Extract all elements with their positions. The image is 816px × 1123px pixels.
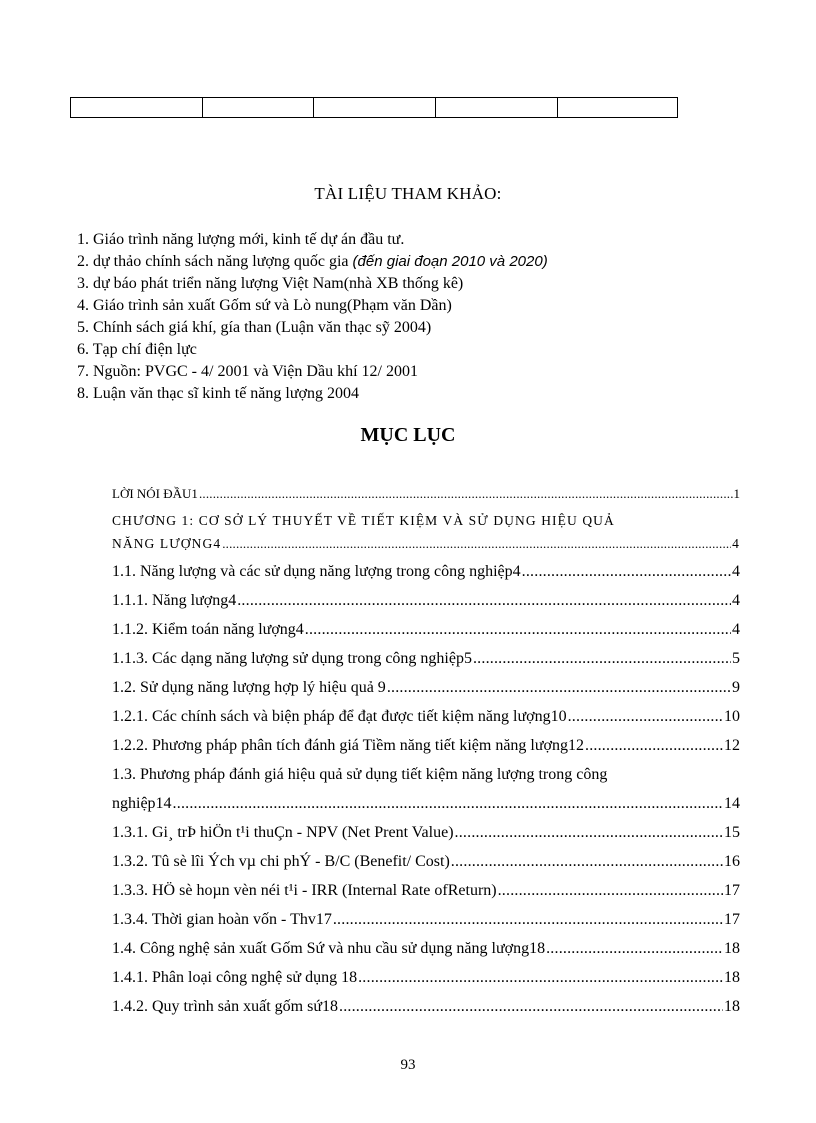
reference-item: 8. Luận văn thạc sĩ kinh tế năng lượng 2004	[77, 385, 359, 402]
toc-entry: 1.2.1. Các chính sách và biện pháp để đạt được tiết kiệm năng lượng10 ..... 10	[112, 708, 740, 726]
reference-item: 5. Chính sách giá khí, gía than (Luận văn thạc sỹ 2004)	[77, 319, 432, 336]
toc-entry: 1.4.2. Quy trình sản xuất gốm sứ18 ..... 18	[112, 998, 740, 1016]
references-list	[77, 229, 548, 405]
toc-entry: 1.4. Công nghệ sản xuất Gốm Sứ và nhu cầu sử dụng năng lượng18 ..... 18	[112, 940, 740, 958]
reference-item: 6. Tạp chí điện lực	[77, 341, 197, 358]
toc-entry: 1.1.2. Kiểm toán năng lượng4 ..... 4	[112, 621, 740, 639]
references-title: TÀI LIỆU THAM KHẢO:	[314, 184, 502, 203]
reference-italic-note: (đến giai đoạn 2010 và 2020)	[352, 253, 548, 270]
toc-entry: LỜI NÓI ĐẦU1 ..... 1	[112, 486, 740, 502]
toc-entry: 1.3.2. Tû sè lîi Ých vµ chi phÝ - B/C (Benefit/ Cost) ..... 16	[112, 853, 740, 871]
toc-entry: 1.1.3. Các dạng năng lượng sử dụng trong công nghiệp5 ..... 5	[112, 650, 740, 668]
reference-item: 3. dự báo phát triển năng lượng Việt Nam(nhà XB thống kê)	[77, 275, 464, 292]
table-cell	[71, 98, 203, 118]
table-cell	[203, 98, 314, 118]
toc-entry: 1.2.2. Phương pháp phân tích đánh giá Tiềm năng tiết kiệm năng lượng12 ..... 12	[112, 737, 740, 755]
reference-item: 7. Nguồn: PVGC - 4/ 2001 và Viện Dầu khí 12/ 2001	[77, 363, 418, 380]
table-cell	[558, 98, 678, 118]
page-number: 93	[400, 1057, 416, 1073]
toc-entry-heading: 1.3. Phương pháp đánh giá hiệu quả sử dụng tiết kiệm năng lượng trong công	[112, 766, 608, 783]
reference-item: 4. Giáo trình sản xuất Gốm sứ và Lò nung(Phạm văn Dần)	[77, 297, 452, 314]
toc-entry: 1.1.1. Năng lượng4 ..... 4	[112, 592, 740, 610]
toc-entry: NĂNG LƯỢNG4 ..... 4	[112, 536, 740, 552]
toc-entry-heading: CHƯƠNG 1: CƠ SỞ LÝ THUYẾT VỀ TIẾT KIỆM VÀ SỬ DỤNG HIỆU QUẢ	[112, 513, 615, 528]
toc-entry: 1.1. Năng lượng và các sử dụng năng lượng trong công nghiệp4 ..... 4	[112, 563, 740, 581]
toc-entry: 1.2. Sử dụng năng lượng hợp lý hiệu quả 9 ..... 9	[112, 679, 740, 697]
toc-entry: nghiệp14 ..... 14	[112, 795, 740, 813]
toc-entry: 1.3.3. HÖ sè hoµn vèn néi t¹i - IRR (Internal Rate ofReturn) ..... 17	[112, 882, 740, 900]
reference-item: 2. dự thảo chính sách năng lượng quốc gia (đến giai đoạn 2010 và 2020)	[77, 253, 548, 270]
table-cell	[436, 98, 558, 118]
toc-entry: 1.3.1. Gi¸ trÞ hiÖn t¹i thuÇn - NPV (Net Prent Value) ..... 15	[112, 824, 740, 842]
empty-table	[70, 97, 678, 118]
reference-item: 1. Giáo trình năng lượng mới, kinh tế dự án đầu tư.	[77, 231, 405, 248]
table-cell	[314, 98, 436, 118]
table-row	[71, 98, 678, 118]
toc-entry: 1.4.1. Phân loại công nghệ sử dụng 18 ..... 18	[112, 969, 740, 987]
toc-title: MỤC LỤC	[360, 424, 456, 446]
toc-entry: 1.3.4. Thời gian hoàn vốn - Thv17 ..... 17	[112, 911, 740, 929]
